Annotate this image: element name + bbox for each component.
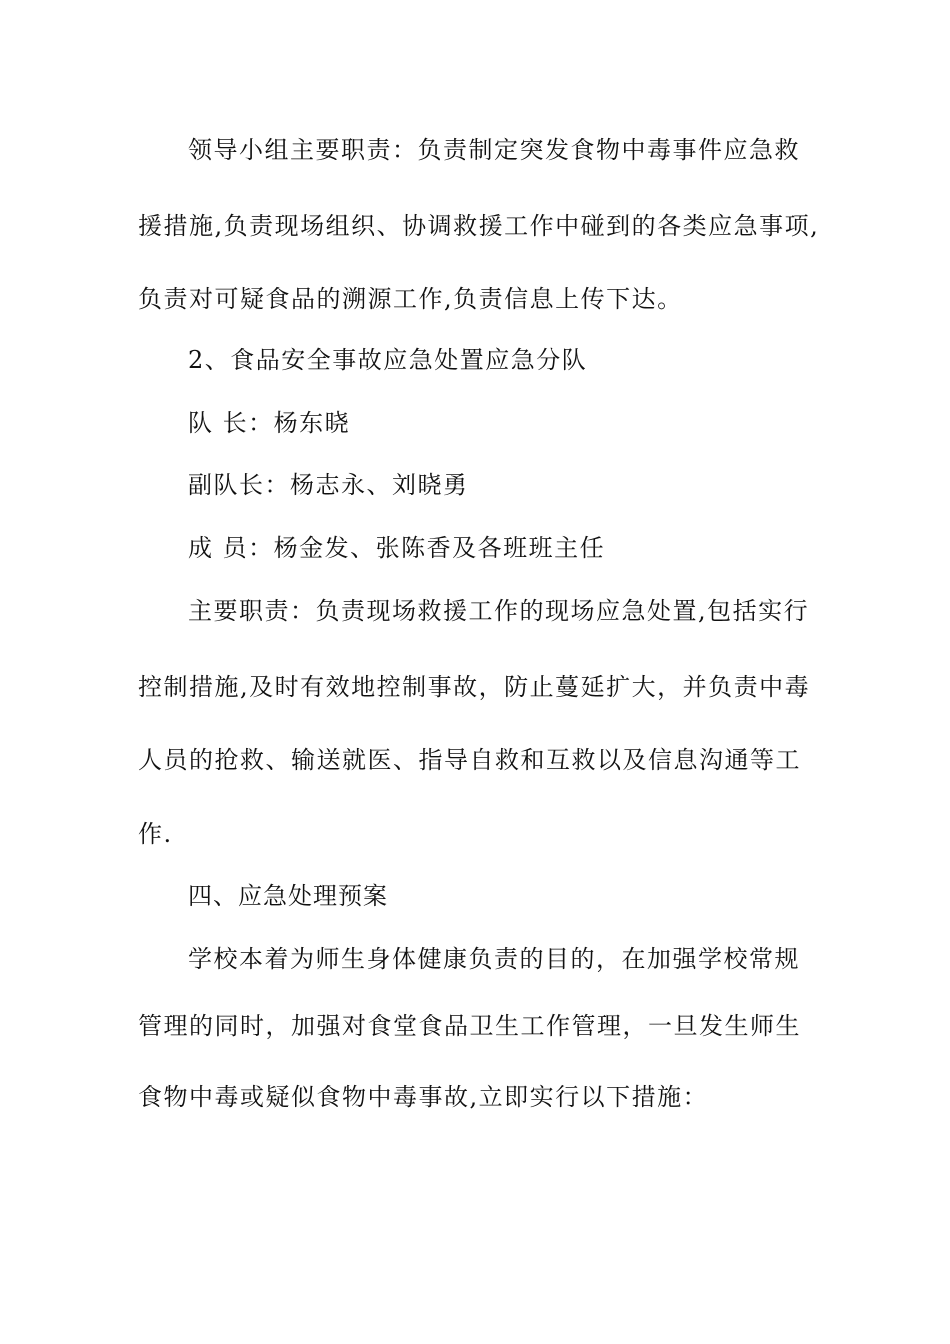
paragraph-line: 主要职责：负责现场救援工作的现场应急处置,包括实行 bbox=[188, 597, 810, 625]
paragraph-line: 成 员：杨金发、张陈香及各班班主任 bbox=[188, 534, 606, 562]
paragraph-line: 人员的抢救、输送就医、指导自救和互救以及信息沟通等工 bbox=[138, 746, 801, 774]
paragraph-line: 队 长：杨东晓 bbox=[188, 409, 351, 437]
paragraph-line: 作. bbox=[138, 820, 173, 848]
paragraph-line: 领导小组主要职责：负责制定突发食物中毒事件应急救 bbox=[188, 136, 800, 164]
paragraph-line: 援措施,负责现场组织、协调救援工作中碰到的各类应急事项, bbox=[138, 212, 820, 240]
section-subheading: 2、食品安全事故应急处置应急分队 bbox=[188, 346, 588, 374]
section-heading: 四、应急处理预案 bbox=[188, 882, 388, 910]
paragraph-line: 食物中毒或疑似食物中毒事故,立即实行以下措施： bbox=[138, 1083, 709, 1111]
paragraph-line: 副队长：杨志永、刘晓勇 bbox=[188, 471, 469, 499]
paragraph-line: 学校本着为师生身体健康负责的目的，在加强学校常规 bbox=[188, 945, 800, 973]
paragraph-line: 负责对可疑食品的溯源工作,负责信息上传下达。 bbox=[138, 285, 683, 313]
paragraph-line: 控制措施,及时有效地控制事故，防止蔓延扩大，并负责中毒 bbox=[138, 673, 811, 701]
paragraph-line: 管理的同时，加强对食堂食品卫生工作管理，一旦发生师生 bbox=[138, 1012, 801, 1040]
